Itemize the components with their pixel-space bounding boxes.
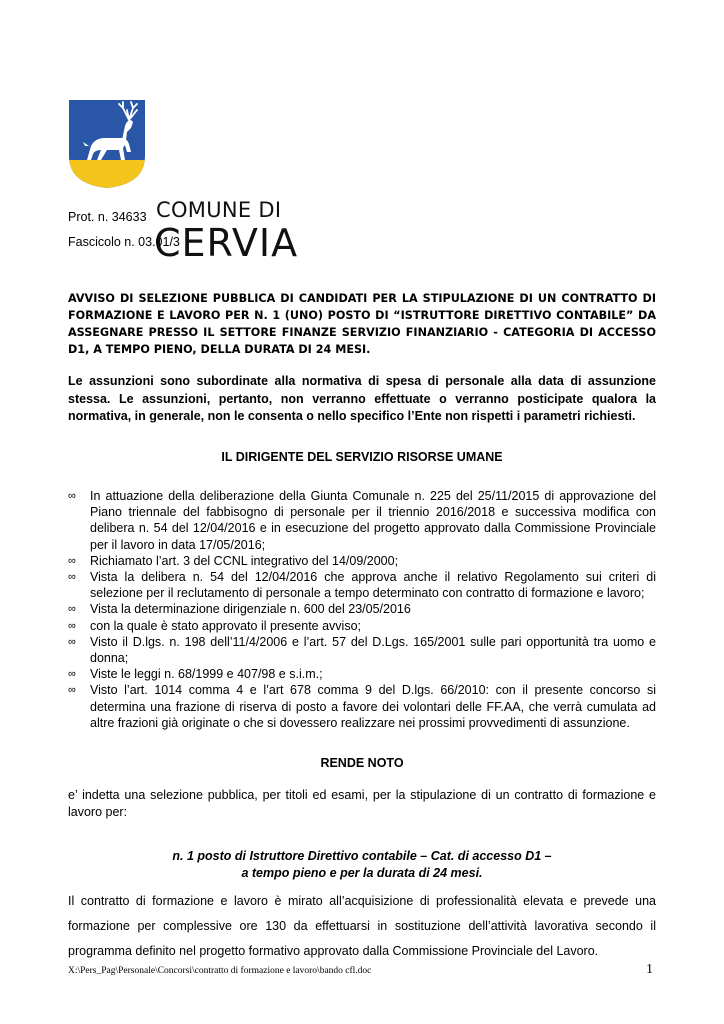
- logo-cervia-text: CERVIA: [154, 221, 299, 265]
- cervia-crest-icon: [67, 98, 147, 190]
- bullet-icon: ∞: [68, 554, 76, 567]
- bullet-icon: ∞: [68, 619, 76, 632]
- rende-noto-heading: RENDE NOTO: [320, 756, 404, 770]
- list-item: ∞ Richiamato l’art. 3 del CCNL integrativo del 14/09/2000;: [68, 553, 399, 568]
- footer-file-path: X:\Pers_Pag\Personale\Concorsi\contratto di formazione e lavoro\bando cfl.doc: [68, 966, 372, 976]
- list-item: ∞ Vista la delibera n. 54 del 12/04/2016 che approva anche il relativo Regolamento sui criteri di selezione per il reclutamento di personale a tempo determinato con contratto di formazione e lavoro;: [68, 570, 656, 601]
- bullet-icon: ∞: [68, 490, 76, 502]
- protocol-block: [68, 205, 180, 255]
- logo-comune-text: COMUNE DI: [156, 198, 282, 222]
- bullet-icon: ∞: [68, 571, 76, 584]
- hiring-notice: Le assunzioni sono subordinate alla normativa di spesa di personale alla data di assunzione stessa. Le assunzioni, pertanto, non verranno effettuate o verranno posticipate qualora la normativa, in generale, non le consenta o nello specifico l’Ente non rispetti i parametri richiesti.: [68, 374, 656, 423]
- bullet-icon: ∞: [68, 684, 76, 697]
- list-item: ∞ con la quale è stato approvato il presente avviso;: [68, 618, 362, 633]
- contract-paragraph: Il contratto di formazione e lavoro è mirato all’acquisizione di professionalità elevata e prevede una formazione per complessive ore 130 da effettuarsi in sostituzione dell’attività lavorativa secondo il programma definito nel progetto formativo approvato dalla Commissione Provinciale del Lavoro.: [68, 894, 656, 958]
- document-title: AVVISO DI SELEZIONE PUBBLICA DI CANDIDATI PER LA STIPULAZIONE DI UN CONTRATTO DI FORMAZIONE E LAVORO PER N. 1 (UNO) POSTO DI “ISTRUTTORE DIRETTIVO CONTABILE” DA ASSEGNARE PRESSO IL SETTORE FINANZE SERVIZIO FINANZIARIO - CATEGORIA DI ACCESSO D1, A TEMPO PIENO, DELLA DURATA DI 24 MESI.: [68, 292, 656, 356]
- protocol-number: Prot. n. 34633: [68, 210, 147, 224]
- bullet-icon: ∞: [68, 603, 76, 616]
- bullet-icon: ∞: [68, 635, 76, 648]
- list-item: ∞ Visto l’art. 1014 comma 4 e l’art 678 comma 9 del D.lgs. 66/2010: con il presente concorso si determina una frazione di riserva di posto a favore dei volontari delle FF.AA, che verrà cumulata ad altre frazioni già originate o che si dovessero realizzare nei prossimi provvedimenti di assunzione.: [68, 683, 656, 730]
- list-item: ∞ Viste le leggi n. 68/1999 e 407/98 e s.i.m.;: [68, 667, 323, 682]
- bullet-icon: ∞: [68, 668, 76, 681]
- list-item: ∞ Visto il D.lgs. n. 198 dell’11/4/2006 e l’art. 57 del D.Lgs. 165/2001 sulle pari opportunità tra uomo e donna;: [68, 634, 656, 666]
- fascicolo-number: Fascicolo n. 03.01/3: [68, 235, 180, 249]
- post-line-1: n. 1 posto di Istruttore Direttivo contabile – Cat. di accesso D1 –: [172, 849, 552, 863]
- page-number: 1: [646, 962, 653, 977]
- list-item: ∞ Vista la determinazione dirigenziale n. 600 del 23/05/2016: [68, 602, 411, 617]
- post-description: [68, 848, 656, 881]
- director-heading: IL DIRIGENTE DEL SERVIZIO RISORSE UMANE: [221, 450, 503, 464]
- post-line-2: a tempo pieno e per la durata di 24 mesi.: [241, 865, 483, 880]
- list-item: ∞ In attuazione della deliberazione della Giunta Comunale n. 225 del 25/11/2015 di approvazione del Piano triennale del fabbisogno di personale per il triennio 2016/2018 e successiva modifica con delibera n. 54 del 12/04/2016 e in esecuzione del progetto approvato dalla Commissione Provinciale per il lavoro in data 17/05/2016;: [68, 489, 656, 552]
- selection-announcement: e’ indetta una selezione pubblica, per titoli ed esami, per la stipulazione di un contratto di formazione e lavoro per:: [68, 788, 656, 819]
- considerations-list: [68, 488, 656, 731]
